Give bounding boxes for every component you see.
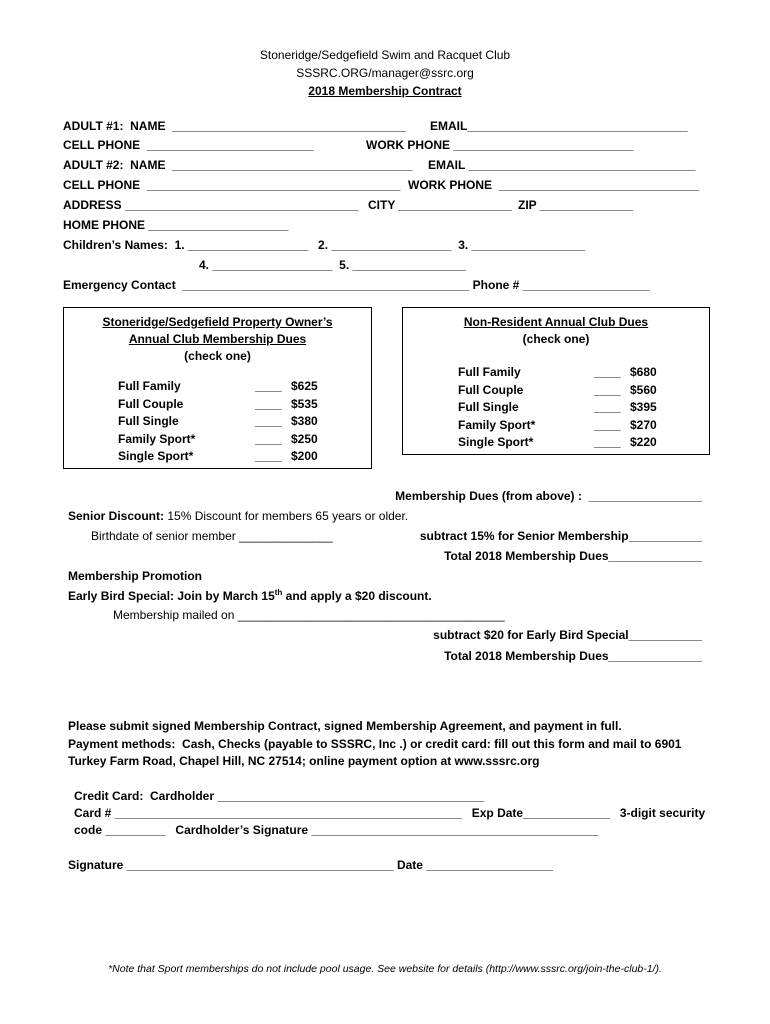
signature-date-field[interactable]: Signature ________________________________________ Date ___________________: [68, 858, 554, 872]
nonresident-dues-box: [402, 307, 710, 455]
owner-dues-title-2: Annual Club Membership Dues: [128, 332, 307, 346]
card-number-exp-field[interactable]: Card # ____________________________________________________ Exp Date_____________ 3-digit security: [74, 806, 706, 820]
owner-option-blank[interactable]: ____: [255, 379, 282, 393]
owner-option-price: $625: [291, 379, 318, 393]
nonres-option-blank[interactable]: ____: [594, 382, 621, 397]
membership-mailed-field[interactable]: Membership mailed on ________________________________________: [113, 608, 505, 622]
nonres-option-full-single[interactable]: Full Single: [458, 400, 519, 414]
children-names-1-field[interactable]: Children’s Names: 1. __________________ 2. __________________ 3. _________________: [63, 238, 585, 252]
club-contact: SSSRC.ORG/manager@ssrc.org: [296, 66, 474, 80]
owner-option-price: $380: [291, 414, 318, 428]
club-name: Stoneridge/Sedgefield Swim and Racquet Club: [259, 48, 511, 62]
nonres-option-family-sport[interactable]: Family Sport*: [458, 417, 536, 432]
owner-option-full-couple[interactable]: Full Couple: [118, 396, 184, 411]
owner-option-blank[interactable]: ____: [255, 431, 282, 446]
cell-phone-2-field[interactable]: CELL PHONE ______________________________________: [63, 178, 401, 192]
children-names-2-field[interactable]: 4. __________________ 5. _________________: [199, 258, 466, 272]
nonres-option-blank[interactable]: ____: [594, 365, 621, 379]
page-title: 2018 Membership Contract: [308, 84, 462, 98]
nonres-option-blank[interactable]: ____: [594, 435, 621, 449]
nonres-option-single-sport[interactable]: Single Sport*: [458, 435, 534, 449]
early-bird-sup: th: [274, 588, 283, 597]
total-dues-2-field[interactable]: Total 2018 Membership Dues______________: [444, 649, 702, 663]
submit-instructions-1: Please submit signed Membership Contract, signed Membership Agreement, and payment in full.: [68, 719, 622, 733]
nonres-option-price: $270: [630, 417, 657, 432]
home-phone-field[interactable]: HOME PHONE _____________________: [63, 218, 289, 232]
senior-discount-text: 15% Discount for members 65 years or older.: [164, 509, 409, 523]
owner-option-price: $535: [291, 396, 318, 411]
owner-option-blank[interactable]: ____: [255, 449, 282, 463]
owner-option-full-family[interactable]: Full Family: [118, 379, 181, 393]
owner-option-family-sport[interactable]: Family Sport*: [118, 431, 196, 446]
nonres-option-price: $560: [630, 382, 657, 397]
total-dues-1-field[interactable]: Total 2018 Membership Dues______________: [444, 549, 702, 563]
cell-phone-1-field[interactable]: CELL PHONE _________________________: [63, 138, 314, 152]
owner-option-full-single[interactable]: Full Single: [118, 414, 179, 428]
senior-discount-line: [68, 509, 408, 524]
membership-dues-from-above-field[interactable]: Membership Dues (from above) : _________________: [395, 489, 702, 503]
nonres-option-blank[interactable]: ____: [594, 417, 621, 432]
emergency-contact-field[interactable]: Emergency Contact ___________________________________________ Phone # ___________________: [63, 278, 650, 292]
city-field[interactable]: CITY _________________: [368, 198, 512, 212]
nonres-option-full-couple[interactable]: Full Couple: [458, 382, 524, 397]
owner-dues-subtitle: (check one): [184, 349, 251, 363]
early-bird-pre: Early Bird Special: Join by March 15: [68, 589, 275, 603]
early-bird-post: and apply a $20 discount.: [282, 589, 432, 603]
credit-card-cardholder-field[interactable]: Credit Card: Cardholder ________________________________________: [74, 789, 485, 803]
work-phone-2-field[interactable]: WORK PHONE ______________________________: [408, 178, 699, 192]
adult2-email-field[interactable]: EMAIL __________________________________: [428, 158, 696, 172]
nonres-option-price: $680: [630, 365, 657, 379]
submit-instructions-3: Turkey Farm Road, Chapel Hill, NC 27514; online payment option at www.sssrc.org: [68, 754, 540, 768]
owner-dues-title-1: Stoneridge/Sedgefield Property Owner’s: [102, 315, 333, 329]
owner-option-blank[interactable]: ____: [255, 396, 282, 411]
owner-option-blank[interactable]: ____: [255, 414, 282, 428]
address-field[interactable]: ADDRESS ___________________________________: [63, 198, 359, 212]
subtract-early-bird-field[interactable]: subtract $20 for Early Bird Special___________: [433, 628, 702, 642]
subtract-senior-field[interactable]: subtract 15% for Senior Membership___________: [419, 529, 702, 543]
nonres-option-price: $220: [630, 435, 657, 449]
security-code-signature-field[interactable]: code _________ Cardholder’s Signature ___________________________________________: [74, 823, 599, 837]
zip-field[interactable]: ZIP ______________: [518, 198, 634, 212]
nonres-option-full-family[interactable]: Full Family: [458, 365, 521, 379]
nonres-option-blank[interactable]: ____: [594, 400, 621, 414]
nonres-option-price: $395: [630, 400, 657, 414]
work-phone-1-field[interactable]: WORK PHONE ___________________________: [366, 138, 634, 152]
early-bird-line: [68, 589, 432, 604]
owner-option-price: $250: [291, 431, 318, 446]
senior-discount-label: Senior Discount:: [68, 509, 165, 523]
membership-promotion-heading: Membership Promotion: [68, 569, 203, 583]
adult1-name-field[interactable]: ADULT #1: NAME ___________________________________: [63, 119, 406, 133]
owner-option-price: $200: [291, 449, 318, 463]
submit-instructions-2: Payment methods: Cash, Checks (payable to SSSRC, Inc .) or credit card: fill out this form and mail to 6901: [68, 737, 682, 751]
footnote: *Note that Sport memberships do not include pool usage. See website for details (http://www.sssrc.org/join-the-club-1/).: [108, 963, 662, 975]
nonresident-dues-subtitle: (check one): [522, 332, 590, 346]
owner-option-single-sport[interactable]: Single Sport*: [118, 449, 194, 463]
senior-birthdate-field[interactable]: Birthdate of senior member ______________: [91, 529, 333, 543]
adult2-name-field[interactable]: ADULT #2: NAME ____________________________________: [63, 158, 413, 172]
owner-dues-box: [63, 307, 372, 469]
nonresident-dues-title: Non-Resident Annual Club Dues: [463, 315, 649, 329]
adult1-email-field[interactable]: EMAIL_________________________________: [430, 119, 688, 133]
